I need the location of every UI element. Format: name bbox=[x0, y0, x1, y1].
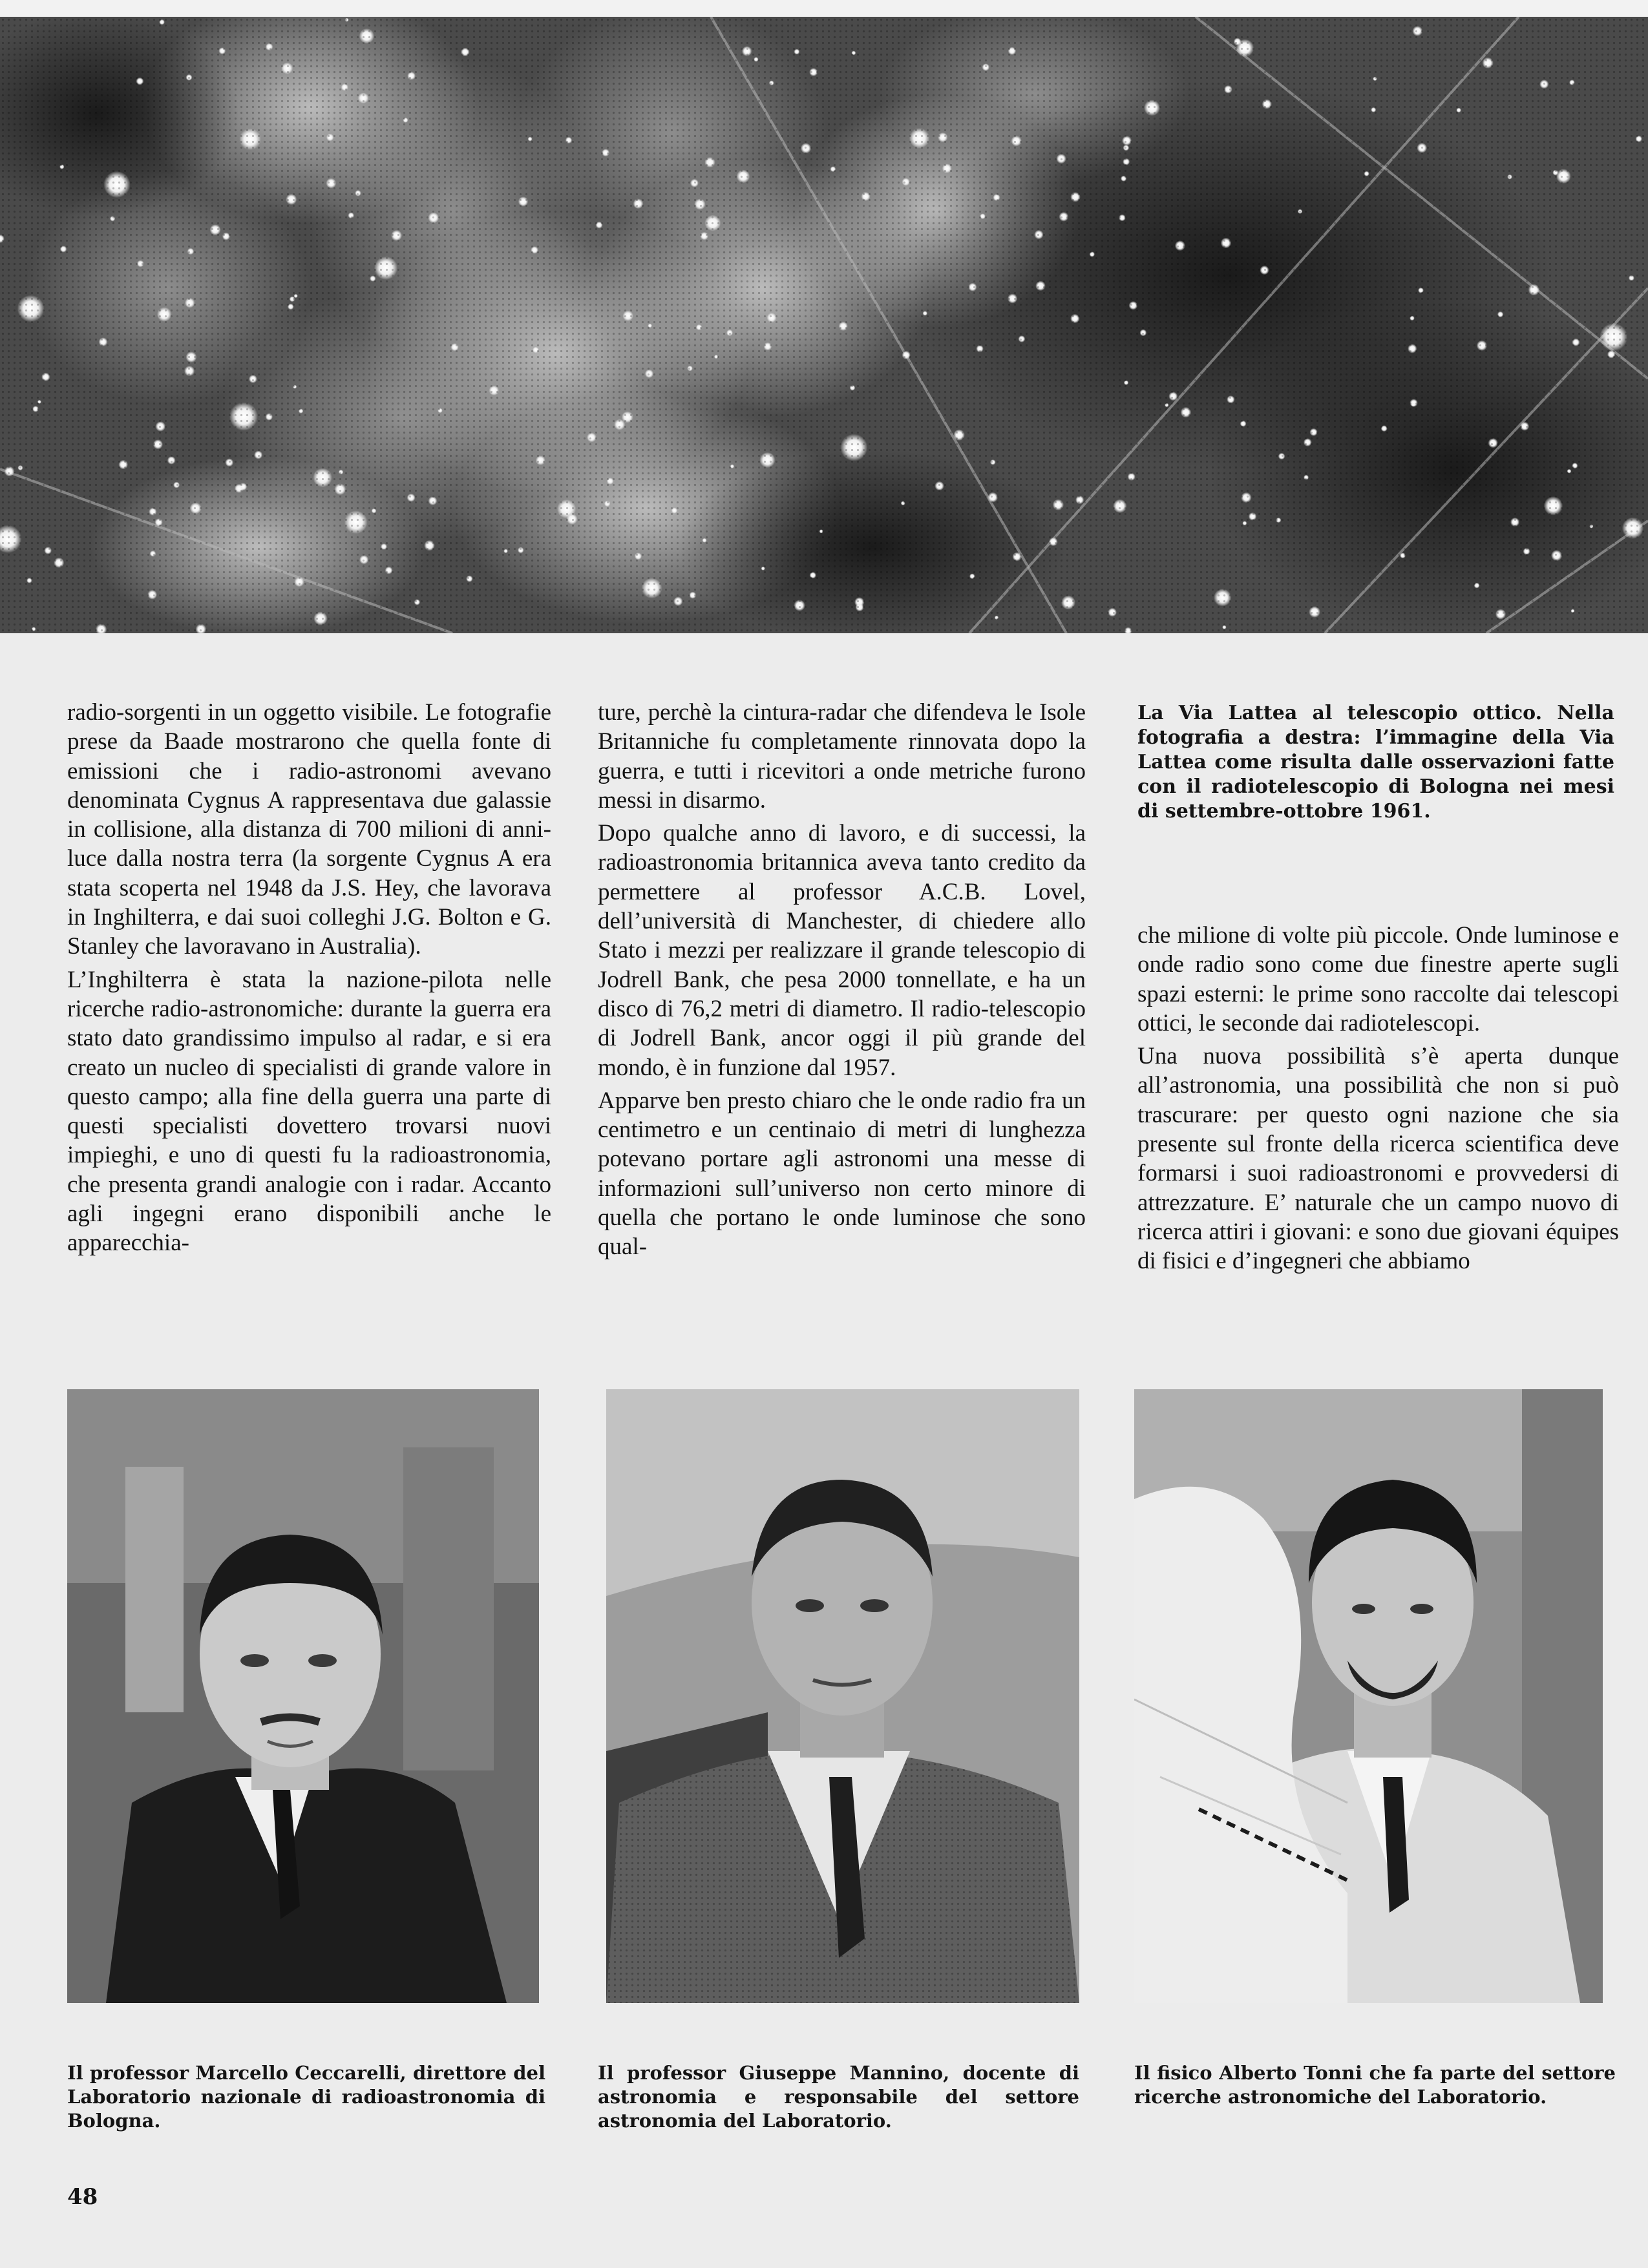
col3-paragraph-1: che milione di volte più piccole. Onde luminose e onde radio sono come due finestre aperte sugli spazi esterni: le prime sono raccolte dai telescopi ottici, le seconde dai radiotelescopi. bbox=[1137, 922, 1619, 1036]
col2-paragraph-2: Dopo qualche anno di lavoro, e di successi, la radioastronomia britannica aveva tanto credito da permettere al professor A.C.B. Lovel, dell’università di Manchester, di chiedere allo Stato i mezzi per realizzare il grande telescopio di Jodrell Bank, che pesa 2000 tonnellate, e ha un disco di 76,2 metri di diametro. Il radio-telescopio di Jodrell Bank, ancor oggi il più grande del mondo, è in funzione dal 1957. bbox=[598, 820, 1086, 1081]
col2-paragraph-3: Apparve ben presto chiaro che le onde radio fra un centimetro e un centinaio di metri di lunghezza potevano portare agli astronomi una messe di informazioni sull’universo non certo minore di quella che portano le onde luminose che sono qual- bbox=[598, 1087, 1086, 1261]
col2-paragraph-1: ture, perchè la cintura-radar che difendeva le Isole Britanniche fu completamente rinnovata dopo la guerra, e tutti i ricevitori a onde metriche furono messi in disarmo. bbox=[598, 699, 1086, 814]
text-column-2 bbox=[598, 698, 1086, 1266]
caption-tonni: Il fisico Alberto Tonni che fa parte del settore ricerche astronomiche del Laboratorio. bbox=[1134, 2062, 1616, 2108]
portrait-mannino bbox=[606, 1389, 1079, 2003]
portrait-mannino-image bbox=[606, 1389, 1079, 2003]
milky-way-photo bbox=[0, 17, 1648, 633]
text-column-3 bbox=[1137, 921, 1619, 1280]
col1-paragraph-1: radio-sorgenti in un oggetto visibile. Le fotografie prese da Baade mostrarono che quella fonte di emissioni che i radio-astronomi avevano denominata Cygnus A rappresentava due galassie in collisione, alla distanza di 700 milioni di anni-luce dalla nostra terra (la sorgente Cygnus A era stata scoperta nel 1948 da J.S. Hey, che lavorava in Inghilterra, e dai suoi colleghi J.G. Bolton e G. Stanley che lavoravano in Australia). bbox=[67, 699, 551, 960]
caption-mannino: Il professor Giuseppe Mannino, docente di astronomia e responsabile del settore astronomia del Laboratorio. bbox=[598, 2062, 1079, 2132]
milky-way-image bbox=[0, 17, 1648, 633]
milky-way-caption: La Via Lattea al telescopio ottico. Nella fotografia a destra: l’immagine della Via Lattea come risulta dalle osservazioni fatte con il radiotelescopio di Bologna nei mesi di settembre-ottobre 1961. bbox=[1137, 702, 1614, 823]
portrait-ceccarelli bbox=[67, 1389, 539, 2003]
portrait-tonni bbox=[1134, 1389, 1603, 2003]
col1-paragraph-2: L’Inghilterra è stata la nazione-pilota nelle ricerche radio-astronomiche: durante la guerra era stato dato grandissimo impulso al radar, e si era creato un nucleo di specialisti di grande valore in questo campo; alla fine della guerra una parte di questi specialisti dovettero trovarsi nuovi impieghi, e uno di questi fu la radioastronomia, che presenta grandi analogie con i radar. Accanto agli ingegni erano disponibili anche le apparecchia- bbox=[67, 966, 551, 1257]
page-number: 48 bbox=[67, 2184, 98, 2210]
portrait-tonni-image bbox=[1134, 1389, 1603, 2003]
caption-ceccarelli: Il professor Marcello Ceccarelli, direttore del Laboratorio nazionale di radioastronomia di Bologna. bbox=[67, 2062, 545, 2132]
col3-paragraph-2: Una nuova possibilità s’è aperta dunque all’astronomia, una possibilità che non si può trascurare: per questo ogni nazione che sia presente sul fronte della ricerca scientifica deve formarsi i suoi radioastronomi e provvedersi di attrezzature. E’ naturale che un campo nuovo di ricerca attiri i giovani: e sono due giovani équipes di fisici e d’ingegneri che abbiamo bbox=[1137, 1043, 1619, 1275]
portrait-ceccarelli-image bbox=[67, 1389, 539, 2003]
halftone-screen bbox=[0, 17, 1648, 633]
page-top-edge bbox=[0, 0, 1648, 17]
text-column-1 bbox=[67, 698, 551, 1262]
